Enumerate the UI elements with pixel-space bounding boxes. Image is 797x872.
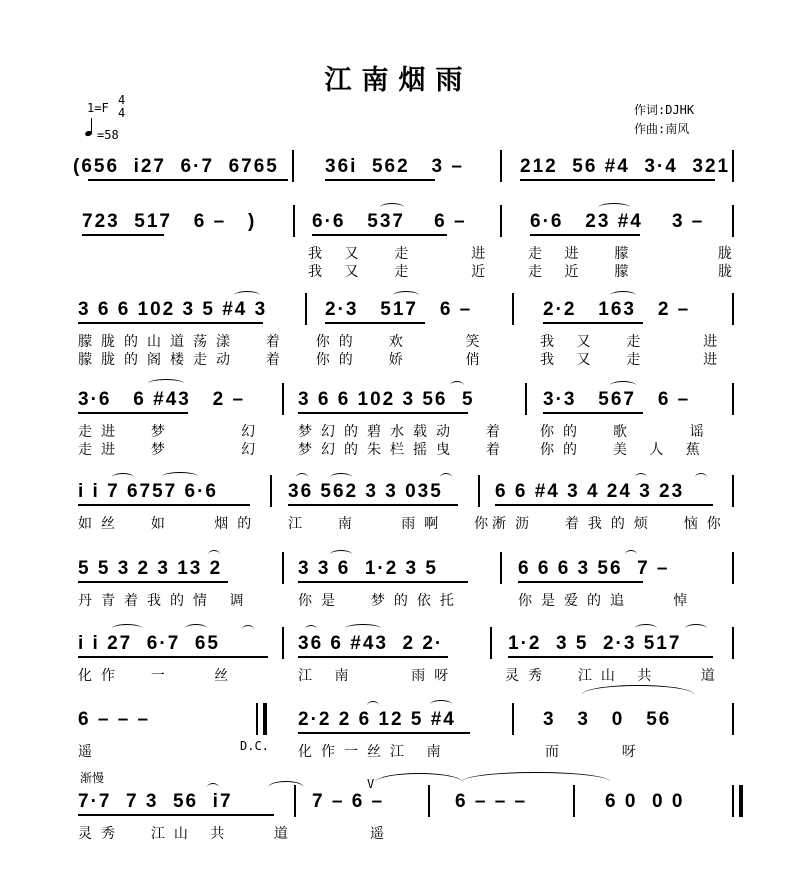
barline bbox=[500, 552, 502, 584]
slur bbox=[162, 472, 198, 481]
measure-28-notes: 6 0 0 0 bbox=[605, 791, 685, 812]
slur bbox=[296, 473, 308, 482]
slur bbox=[610, 381, 636, 390]
slur bbox=[330, 473, 352, 482]
barline bbox=[732, 293, 734, 325]
lyric-line-3a: 你的 歌 谣 bbox=[540, 424, 713, 440]
slur bbox=[635, 624, 657, 633]
key-signature: 1=F bbox=[87, 101, 109, 115]
lyric-line-1b: 朦胧的阁楼走动 着 你的 娇 俏 bbox=[78, 352, 489, 368]
measure-5-notes: 6·6 537 6 – bbox=[312, 211, 467, 232]
lyric-line-1b: 我 又 走 近 bbox=[308, 264, 495, 280]
measure-21-notes: 1·2 3 5 2·3 517 bbox=[508, 633, 682, 654]
measure-2-notes: 36i 562 3 – bbox=[325, 156, 464, 177]
slur bbox=[610, 291, 636, 300]
lyric-line-1a: 我 又 走 进 bbox=[308, 246, 495, 262]
barline bbox=[270, 475, 272, 507]
lyric-line-3: 淅沥 着我的烦 恼你 bbox=[492, 516, 730, 532]
barline bbox=[282, 383, 284, 415]
slur bbox=[242, 625, 254, 634]
lyric-line-2: 江 南 雨啊 你 bbox=[288, 516, 498, 532]
composer-credit: 作曲:南风 bbox=[634, 122, 690, 136]
slur bbox=[234, 291, 260, 300]
barline bbox=[282, 627, 284, 659]
measure-19-notes: i i 27 6·7 65 bbox=[78, 633, 220, 654]
barline bbox=[305, 293, 307, 325]
barline bbox=[490, 627, 492, 659]
measure-13-notes: i i 7 6757 6·6 bbox=[78, 481, 218, 502]
slur bbox=[268, 781, 304, 794]
slur bbox=[598, 203, 630, 212]
measure-27-notes: 6 – – – bbox=[455, 791, 528, 812]
measure-24-notes: 3 3 0 56 bbox=[543, 709, 672, 730]
slur bbox=[367, 701, 379, 710]
measure-11-notes: 3 6 6 102 3 56 5 bbox=[298, 389, 475, 410]
measure-17-notes: 3 3 6 1·2 3 5 bbox=[298, 558, 438, 579]
barline bbox=[732, 475, 734, 507]
barline bbox=[500, 205, 502, 237]
slur bbox=[430, 700, 452, 709]
measure-14-notes: 36 562 3 3 035 bbox=[288, 481, 443, 502]
barline bbox=[525, 383, 527, 415]
slur bbox=[185, 624, 207, 633]
measure-4-notes: 723 517 6 – ) bbox=[82, 211, 257, 232]
da-capo-mark: D.C. bbox=[240, 739, 269, 753]
barline bbox=[478, 475, 480, 507]
slur bbox=[695, 473, 707, 482]
lyric-line-1: 如丝 如 烟的 bbox=[78, 516, 261, 532]
lyric-line-2a: 走 进 朦 胧 bbox=[528, 246, 742, 262]
slur bbox=[582, 685, 694, 704]
double-barline bbox=[256, 703, 267, 735]
barline bbox=[732, 627, 734, 659]
lyric-line-2: 化作一丝江 南 bbox=[298, 744, 450, 760]
measure-1-notes: (656 i27 6·7 6765 bbox=[73, 156, 279, 177]
lyric-line-2a: 梦幻的碧水载动 着 bbox=[298, 424, 509, 440]
slur bbox=[345, 624, 381, 633]
measure-22-notes: 6 – – – bbox=[78, 709, 151, 730]
barline bbox=[512, 703, 514, 735]
lyric-line-2b: 走 近 朦 胧 bbox=[528, 264, 742, 280]
measure-18-notes: 6 6 6 3 56 7 – bbox=[518, 558, 670, 579]
slur bbox=[375, 773, 463, 792]
slur bbox=[685, 624, 707, 633]
ritardando-mark: 渐慢 bbox=[80, 771, 105, 785]
final-barline bbox=[732, 785, 743, 817]
lyric-line-1: 灵秀 江山 共 道 bbox=[78, 826, 297, 842]
time-signature-bottom: 4 bbox=[118, 106, 126, 120]
lyric-line-3: 灵秀 江山 共 道 bbox=[505, 668, 724, 684]
slur bbox=[440, 473, 452, 482]
lyric-line-1b: 走进 梦 幻 bbox=[78, 442, 265, 458]
time-signature-top: 4 bbox=[118, 93, 126, 107]
lyric-line-3: 而 呀 bbox=[545, 744, 645, 760]
lyricist-credit: 作词:DJHK bbox=[634, 103, 695, 117]
barline bbox=[282, 552, 284, 584]
barline bbox=[512, 293, 514, 325]
tempo-marking: =58 bbox=[97, 128, 119, 142]
barline bbox=[732, 205, 734, 237]
slur bbox=[462, 772, 610, 791]
slur bbox=[450, 381, 464, 390]
measure-23-notes: 2·2 2 6 12 5 #4 bbox=[298, 709, 456, 730]
slur bbox=[330, 550, 352, 559]
barline bbox=[732, 150, 734, 182]
measure-10-notes: 3·6 6 #43 2 – bbox=[78, 389, 246, 410]
slur bbox=[112, 624, 142, 633]
barline bbox=[292, 150, 294, 182]
measure-3-notes: 212 56 #4 3·4 321 bbox=[520, 156, 731, 177]
measure-25-notes: 7·7 7 3 56 i7 bbox=[78, 791, 233, 812]
breath-mark: V bbox=[367, 777, 375, 791]
song-title: 江南烟雨 bbox=[324, 65, 473, 96]
measure-15-notes: 6 6 #4 3 4 24 3 23 bbox=[495, 481, 685, 502]
lyric-line-2b: 我 又 走 进 bbox=[540, 352, 727, 368]
lyric-line-3b: 你的 美 人 蕉 bbox=[540, 442, 709, 458]
measure-7-notes: 3 6 6 102 3 5 #4 3 bbox=[78, 299, 268, 320]
slur bbox=[148, 379, 184, 388]
barline bbox=[732, 703, 734, 735]
measure-26-notes: 7 – 6 – bbox=[312, 791, 385, 812]
barline bbox=[293, 205, 295, 237]
lyric-line-2: 遥 bbox=[370, 826, 393, 842]
lyric-line-2a: 我 又 走 进 bbox=[540, 334, 727, 350]
quarter-note-icon bbox=[85, 118, 97, 140]
slur bbox=[207, 783, 219, 792]
lyric-line-2b: 梦幻的朱栏摇曳 着 bbox=[298, 442, 509, 458]
lyric-line-2: 江 南 雨呀 bbox=[298, 668, 458, 684]
slur bbox=[380, 203, 404, 212]
lyric-line-1a: 走进 梦 幻 bbox=[78, 424, 265, 440]
slur bbox=[635, 473, 647, 482]
time-signature bbox=[118, 94, 125, 120]
barline bbox=[732, 552, 734, 584]
lyric-line-3: 你是爱的追 悼 bbox=[518, 593, 697, 609]
measure-6-notes: 6·6 23 #4 3 – bbox=[530, 211, 705, 232]
measure-9-notes: 2·2 163 2 – bbox=[543, 299, 691, 320]
lyric-line-1a: 朦胧的山道荡漾 着 你的 欢 笑 bbox=[78, 334, 489, 350]
slur bbox=[112, 473, 134, 482]
lyric-line-2: 你是 梦的依托 bbox=[298, 593, 463, 609]
slur bbox=[393, 291, 419, 300]
lyric-line-1: 遥 bbox=[78, 744, 101, 760]
slur bbox=[625, 550, 637, 559]
barline bbox=[732, 383, 734, 415]
measure-16-notes: 5 5 3 2 3 13 2 bbox=[78, 558, 223, 579]
lyric-line-1: 丹青着我的情 调 bbox=[78, 593, 253, 609]
slur bbox=[305, 625, 317, 634]
measure-8-notes: 2·3 517 6 – bbox=[325, 299, 473, 320]
slur bbox=[208, 550, 220, 559]
barline bbox=[500, 150, 502, 182]
lyric-line-1: 化作 一 丝 bbox=[78, 668, 238, 684]
measure-12-notes: 3·3 567 6 – bbox=[543, 389, 691, 410]
measure-20-notes: 36 6 #43 2 2· bbox=[298, 633, 444, 654]
